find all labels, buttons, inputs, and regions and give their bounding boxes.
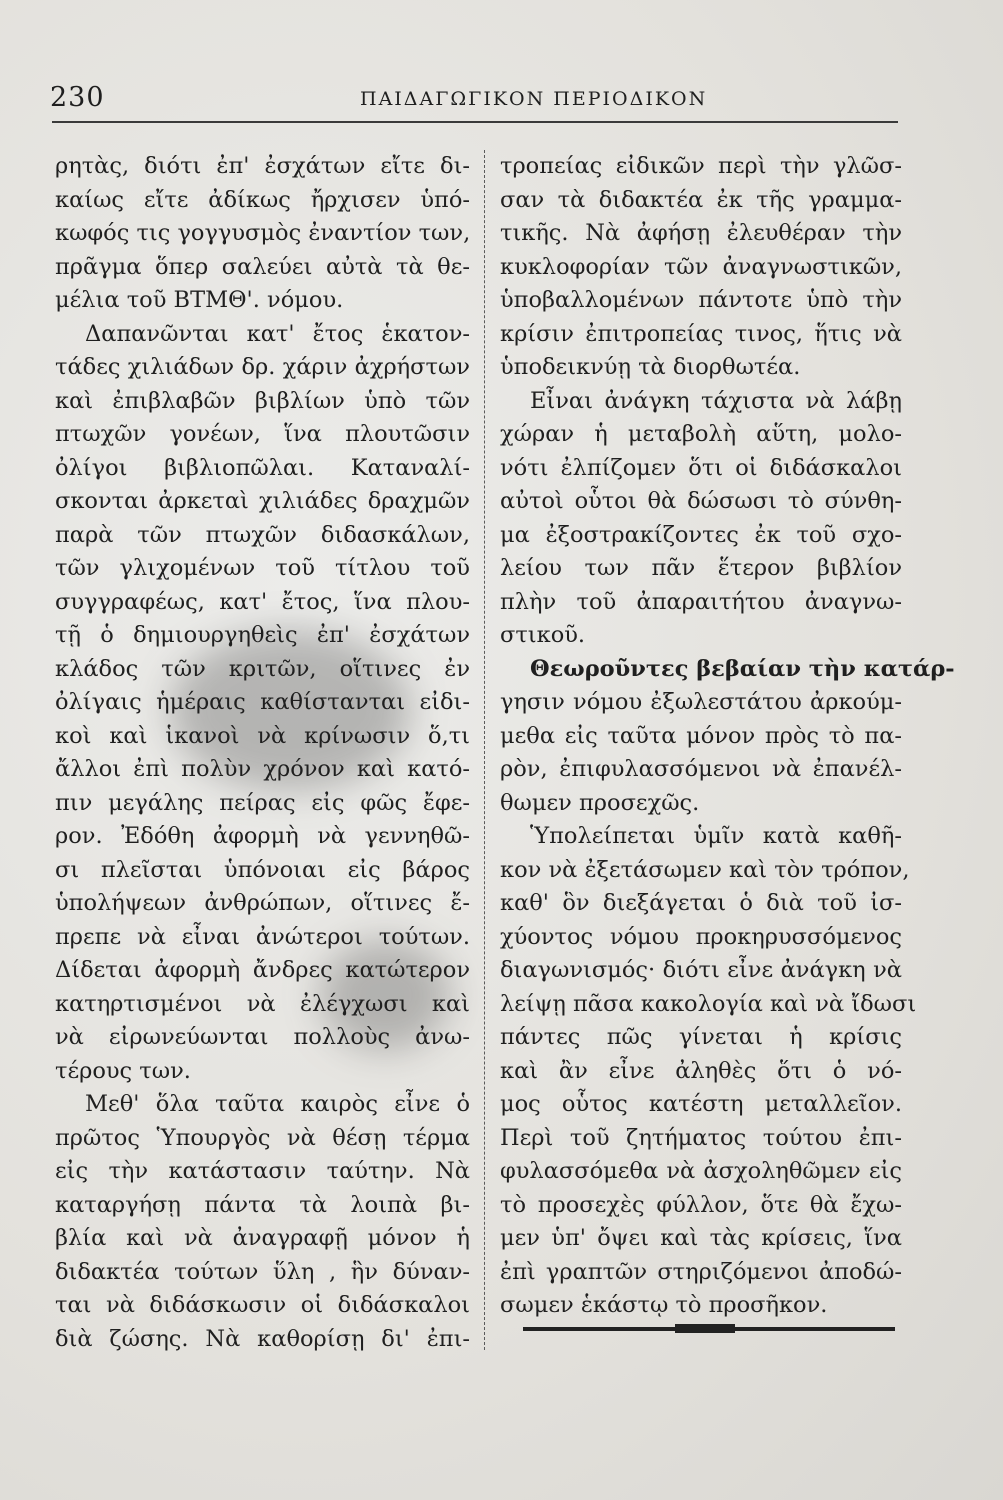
left-column	[55, 150, 470, 1356]
text-line: κλάδος τῶν κριτῶν, οἵτινες ἐν	[55, 655, 470, 682]
text-line: πρεπε νὰ εἶναι ἀνώτεροι τούτων.	[55, 923, 470, 950]
text-line: πιν μεγάλης πείρας εἰς φῶς ἔφε-	[55, 789, 470, 816]
text-line: συγγραφέως, κατ' ἔτος, ἵνα πλου-	[55, 588, 470, 615]
text-line: κωφός τις γογγυσμὸς ἐναντίον των,	[55, 220, 471, 246]
text-line: ρητὰς, διότι ἐπ' ἐσχάτων εἴτε δι-	[55, 153, 470, 179]
text-line: κον νὰ ἐξετάσωμεν καὶ τὸν τρόπον,	[500, 856, 910, 883]
text-line: πτωχῶν γονέων, ἵνα πλουτῶσιν	[55, 421, 470, 447]
text-line: μος οὗτος κατέστη μεταλλεῖον.	[500, 1091, 902, 1117]
text-line: κυκλοφορίαν τῶν ἀναγνωστικῶν,	[500, 253, 902, 280]
text-line: τῇ ὁ δημιουργηθεὶς ἐπ' ἐσχάτων	[55, 622, 470, 648]
end-of-article-ornament	[675, 1324, 735, 1333]
text-line: αὐτοὶ οὗτοι θὰ δώσωσι τὸ σύνθη-	[500, 488, 902, 514]
text-line: σκονται ἀρκεταὶ χιλιάδες δραχμῶν	[55, 488, 470, 514]
text-line: παρὰ τῶν πτωχῶν διδασκάλων,	[55, 521, 470, 548]
text-line: κοὶ καὶ ἱκανοὶ νὰ κρίνωσιν ὅ,τι	[55, 722, 470, 749]
text-line: τικῆς. Νὰ ἀφήσῃ ἐλευθέραν τὴν	[500, 220, 902, 246]
text-line: πλὴν τοῦ ἀπαραιτήτου ἀναγνω-	[500, 588, 902, 615]
text-line: διαγωνισμός· διότι εἶνε ἀνάγκη νὰ	[500, 957, 902, 983]
text-line: μεν ὑπ' ὄψει καὶ τὰς κρίσεις, ἵνα	[500, 1225, 902, 1251]
text-line: ὑπολήψεων ἀνθρώπων, οἵτινες ἔ-	[55, 890, 470, 916]
text-line: Εἶναι ἀνάγκη τάχιστα νὰ λάβῃ	[530, 387, 902, 414]
header-rule	[52, 121, 898, 123]
text-line: μα ἐξοστρακίζοντες ἐκ τοῦ σχο-	[500, 521, 902, 548]
text-line: ρον. Ἐδόθη ἀφορμὴ νὰ γεννηθῶ-	[55, 823, 470, 849]
text-line: σι πλεῖσται ὑπόνοιαι εἰς βάρος	[55, 856, 470, 883]
text-line: σωμεν ἑκάστῳ τὸ προσῆκον.	[500, 1292, 828, 1318]
text-line: μέλια τοῦ ΒΤΜΘ'. νόμου.	[55, 287, 344, 313]
text-line: Ὑπολείπεται ὑμῖν κατὰ καθῆ-	[530, 823, 902, 849]
text-line: καταργήσῃ πάντα τὰ λοιπὰ βι-	[55, 1191, 470, 1218]
text-line: ρὸν, ἐπιφυλασσόμενοι νὰ ἐπανέλ-	[500, 756, 902, 782]
text-line: ὀλίγαις ἡμέραις καθίστανται εἰδι-	[55, 689, 470, 715]
text-line: γησιν νόμου ἐξωλεστάτου ἀρκούμ-	[500, 689, 902, 715]
text-line: ὑποβαλλομένων πάντοτε ὑπὸ τὴν	[500, 287, 902, 313]
text-line: λείου των πᾶν ἕτερον βιβλίον	[500, 555, 902, 581]
text-line: ὑποδεικνύῃ τὰ διορθωτέα.	[500, 354, 801, 380]
text-line: Μεθ' ὅλα ταῦτα καιρὸς εἶνε ὁ	[85, 1091, 470, 1117]
column-divider	[484, 150, 485, 1350]
text-line: σαν τὰ διδακτέα ἐκ τῆς γραμμα-	[500, 186, 902, 213]
right-column	[500, 150, 955, 1323]
text-line: τῶν γλιχομένων τοῦ τίτλου τοῦ	[55, 555, 470, 581]
text-line: χύοντος νόμου προκηρυσσόμενος	[500, 923, 902, 950]
text-line: λείψῃ πᾶσα κακολογία καὶ νὰ ἴδωσι	[500, 990, 917, 1017]
text-line: θωμεν προσεχῶς.	[500, 789, 700, 816]
text-line: καὶ ἂν εἶνε ἀληθὲς ὅτι ὁ νό-	[500, 1057, 902, 1084]
text-line: Θεωροῦντες βεβαίαν τὴν κατάρ-	[530, 655, 955, 682]
text-line: χώραν ἡ μεταβολὴ αὕτη, μολο-	[500, 421, 902, 447]
text-line: πρῶτος Ὑπουργὸς νὰ θέσῃ τέρμα	[55, 1124, 470, 1151]
text-line: πρᾶγμα ὅπερ σαλεύει αὐτὰ τὰ θε-	[55, 253, 470, 280]
text-line: κρίσιν ἐπιτροπείας τινος, ἥτις νὰ	[500, 320, 902, 347]
text-line: Δαπανῶνται κατ' ἔτος ἑκατον-	[85, 320, 470, 347]
text-line: μεθα εἰς ταῦτα μόνον πρὸς τὸ πα-	[500, 722, 902, 749]
text-line: Δίδεται ἀφορμὴ ἄνδρες κατώτερον	[55, 957, 470, 983]
text-line: εἰς τὴν κατάστασιν ταύτην. Νὰ	[55, 1158, 470, 1184]
text-line: καθ' ὃν διεξάγεται ὁ διὰ τοῦ ἰσ-	[500, 890, 902, 916]
text-line: διδακτέα τούτων ὕλη , ἣν δύναν-	[55, 1258, 470, 1285]
text-line: ἐπὶ γραπτῶν στηριζόμενοι ἀποδώ-	[500, 1258, 902, 1285]
text-line: ὀλίγοι βιβλιοπῶλαι. Καταναλί-	[55, 454, 470, 481]
text-line: τροπείας εἰδικῶν περὶ τὴν γλῶσ-	[500, 153, 902, 179]
page-number: 230	[50, 82, 105, 113]
text-line: νὰ εἰρωνεύωνται πολλοὺς ἀνω-	[55, 1024, 470, 1050]
text-line: διὰ ζώσης. Νὰ καθορίσῃ δι' ἐπι-	[55, 1325, 470, 1352]
text-line: καὶ ἐπιβλαβῶν βιβλίων ὑπὸ τῶν	[55, 387, 470, 414]
running-title: ΠΑΙΔΑΓΩΓΙΚΟΝ ΠΕΡΙΟΔΙΚΟΝ	[360, 88, 708, 110]
text-line: πάντες πῶς γίνεται ἡ κρίσις	[500, 1024, 902, 1050]
text-line: τέρους των.	[55, 1057, 191, 1084]
page-header	[50, 82, 898, 114]
text-line: βλία καὶ νὰ ἀναγραφῇ μόνον ἡ	[55, 1225, 470, 1251]
text-line: φυλασσόμεθα νὰ ἀσχοληθῶμεν εἰς	[500, 1158, 902, 1184]
text-line: τὸ προσεχὲς φύλλον, ὅτε θὰ ἔχω-	[500, 1191, 902, 1218]
text-line: νότι ἐλπίζομεν ὅτι οἱ διδάσκαλοι	[500, 454, 902, 481]
text-line: κατηρτισμένοι νὰ ἐλέγχωσι καὶ	[55, 990, 470, 1017]
text-line: τάδες χιλιάδων δρ. χάριν ἀχρήστων	[55, 354, 470, 380]
text-line: στικοῦ.	[500, 622, 586, 648]
text-line: καίως εἴτε ἀδίκως ἤρχισεν ὑπό-	[55, 186, 470, 213]
text-line: ται νὰ διδάσκωσιν οἱ διδάσκαλοι	[55, 1292, 470, 1318]
text-line: Περὶ τοῦ ζητήματος τούτου ἐπι-	[500, 1124, 902, 1151]
text-line: ἄλλοι ἐπὶ πολὺν χρόνον καὶ κατό-	[55, 756, 470, 782]
